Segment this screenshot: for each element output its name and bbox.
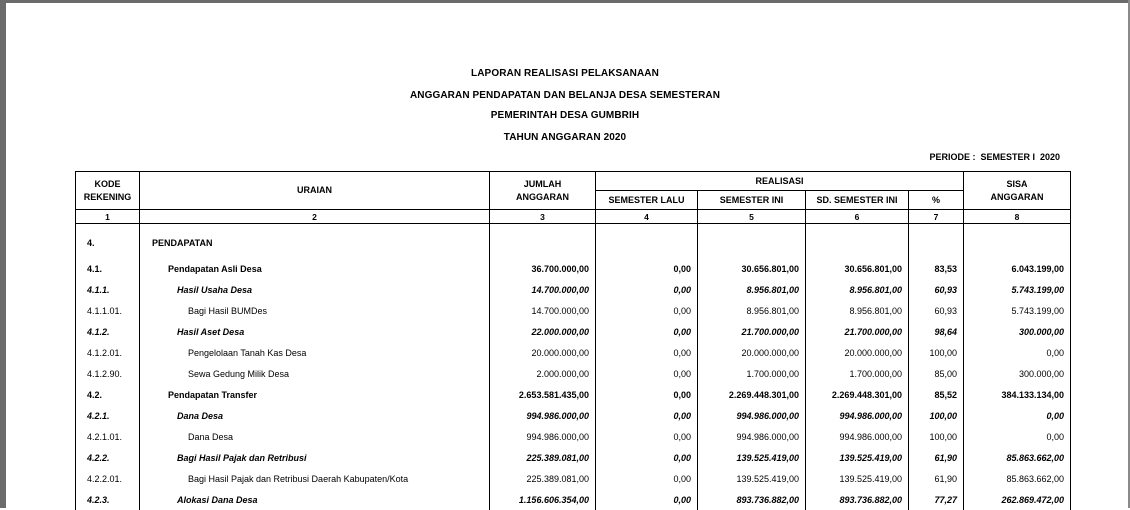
- cell-jumlah-anggaran: [490, 224, 596, 259]
- cell-sd-semester-ini: 1.700.000,00: [806, 363, 909, 384]
- column-number: 6: [806, 210, 909, 224]
- cell-kode: 4.2.1.: [76, 405, 140, 426]
- cell-sisa-anggaran: 0,00: [964, 405, 1071, 426]
- cell-jumlah-anggaran: 36.700.000,00: [490, 258, 596, 279]
- cell-uraian: Sewa Gedung Milik Desa: [140, 363, 490, 384]
- cell-sisa-anggaran: 5.743.199,00: [964, 300, 1071, 321]
- cell-jumlah-anggaran: 20.000.000,00: [490, 342, 596, 363]
- cell-semester-ini: 2.269.448.301,00: [698, 384, 806, 405]
- cell-semester-lalu: 0,00: [596, 468, 698, 489]
- table-row: [76, 426, 1071, 447]
- cell-semester-lalu: 0,00: [596, 426, 698, 447]
- cell-uraian: Hasil Aset Desa: [140, 321, 490, 342]
- cell-percent: 100,00: [909, 426, 964, 447]
- header-semester-ini: SEMESTER INI: [698, 191, 806, 210]
- header-sd-semester-ini: SD. SEMESTER INI: [806, 191, 909, 210]
- cell-semester-ini: 994.986.000,00: [698, 405, 806, 426]
- cell-sisa-anggaran: 85.863.662,00: [964, 468, 1071, 489]
- cell-uraian: Dana Desa: [140, 405, 490, 426]
- header-semester-lalu: SEMESTER LALU: [596, 191, 698, 210]
- cell-kode: 4.1.2.90.: [76, 363, 140, 384]
- cell-jumlah-anggaran: 225.389.081,00: [490, 447, 596, 468]
- cell-sisa-anggaran: [964, 224, 1071, 259]
- table-row: [76, 363, 1071, 384]
- table-row: [76, 405, 1071, 426]
- header-uraian: URAIAN: [140, 172, 490, 210]
- cell-kode: 4.1.: [76, 258, 140, 279]
- cell-percent: 61,90: [909, 447, 964, 468]
- table-row: [76, 468, 1071, 489]
- column-number: 7: [909, 210, 964, 224]
- cell-semester-ini: 139.525.419,00: [698, 447, 806, 468]
- cell-sisa-anggaran: 0,00: [964, 426, 1071, 447]
- table-row: [76, 258, 1071, 279]
- cell-semester-ini: 1.700.000,00: [698, 363, 806, 384]
- cell-uraian: Bagi Hasil Pajak dan Retribusi: [140, 447, 490, 468]
- cell-kode: 4.1.2.: [76, 321, 140, 342]
- cell-jumlah-anggaran: 994.986.000,00: [490, 426, 596, 447]
- header-kode-rekening: KODE REKENING: [76, 172, 140, 210]
- cell-semester-lalu: 0,00: [596, 363, 698, 384]
- cell-semester-ini: 8.956.801,00: [698, 279, 806, 300]
- cell-jumlah-anggaran: 14.700.000,00: [490, 279, 596, 300]
- cell-semester-lalu: 0,00: [596, 447, 698, 468]
- cell-sd-semester-ini: 2.269.448.301,00: [806, 384, 909, 405]
- cell-percent: 100,00: [909, 342, 964, 363]
- column-number: 2: [140, 210, 490, 224]
- cell-percent: 60,93: [909, 300, 964, 321]
- cell-uraian: Dana Desa: [140, 426, 490, 447]
- cell-jumlah-anggaran: 2.000.000,00: [490, 363, 596, 384]
- table-row: [76, 300, 1071, 321]
- cell-semester-ini: 30.656.801,00: [698, 258, 806, 279]
- cell-sd-semester-ini: 8.956.801,00: [806, 279, 909, 300]
- cell-percent: 60,93: [909, 279, 964, 300]
- cell-jumlah-anggaran: 1.156.606.354,00: [490, 489, 596, 510]
- cell-sd-semester-ini: 21.700.000,00: [806, 321, 909, 342]
- column-number: 5: [698, 210, 806, 224]
- table-row: [76, 321, 1071, 342]
- cell-sd-semester-ini: 8.956.801,00: [806, 300, 909, 321]
- cell-percent: 98,64: [909, 321, 964, 342]
- cell-semester-lalu: 0,00: [596, 384, 698, 405]
- cell-uraian: PENDAPATAN: [140, 224, 490, 259]
- cell-sisa-anggaran: 0,00: [964, 342, 1071, 363]
- column-number-row: [76, 210, 1071, 224]
- column-number: 3: [490, 210, 596, 224]
- table-row: [76, 384, 1071, 405]
- cell-sd-semester-ini: 139.525.419,00: [806, 468, 909, 489]
- realization-table: [75, 171, 1071, 510]
- cell-uraian: Bagi Hasil Pajak dan Retribusi Daerah Kabupaten/Kota: [140, 468, 490, 489]
- column-number: 4: [596, 210, 698, 224]
- column-number: 8: [964, 210, 1071, 224]
- cell-semester-lalu: 0,00: [596, 342, 698, 363]
- header-percent: %: [909, 191, 964, 210]
- cell-uraian: Pengelolaan Tanah Kas Desa: [140, 342, 490, 363]
- cell-semester-lalu: 0,00: [596, 489, 698, 510]
- window-top-border: [0, 0, 1130, 3]
- cell-uraian: Pendapatan Transfer: [140, 384, 490, 405]
- cell-semester-lalu: 0,00: [596, 258, 698, 279]
- cell-sisa-anggaran: 6.043.199,00: [964, 258, 1071, 279]
- cell-sd-semester-ini: 30.656.801,00: [806, 258, 909, 279]
- cell-semester-lalu: 0,00: [596, 300, 698, 321]
- cell-semester-ini: 8.956.801,00: [698, 300, 806, 321]
- cell-kode: 4.2.2.: [76, 447, 140, 468]
- cell-uraian: Bagi Hasil BUMDes: [140, 300, 490, 321]
- header-realisasi: REALISASI: [596, 172, 964, 191]
- table-row: [76, 447, 1071, 468]
- report-fiscal-year: TAHUN ANGGARAN 2020: [503, 132, 627, 143]
- cell-kode: 4.2.: [76, 384, 140, 405]
- table-row: [76, 342, 1071, 363]
- cell-sisa-anggaran: 384.133.134,00: [964, 384, 1071, 405]
- cell-percent: 77,27: [909, 489, 964, 510]
- cell-sd-semester-ini: 893.736.882,00: [806, 489, 909, 510]
- cell-sisa-anggaran: 300.000,00: [964, 363, 1071, 384]
- table-row: [76, 224, 1071, 259]
- cell-kode: 4.1.1.: [76, 279, 140, 300]
- cell-kode: 4.1.2.01.: [76, 342, 140, 363]
- cell-semester-ini: 139.525.419,00: [698, 468, 806, 489]
- header-sisa-anggaran: SISA ANGGARAN: [964, 172, 1071, 210]
- cell-sd-semester-ini: 994.986.000,00: [806, 426, 909, 447]
- cell-semester-ini: 893.736.882,00: [698, 489, 806, 510]
- cell-sisa-anggaran: 85.863.662,00: [964, 447, 1071, 468]
- cell-uraian: Alokasi Dana Desa: [140, 489, 490, 510]
- cell-semester-ini: 21.700.000,00: [698, 321, 806, 342]
- cell-kode: 4.2.3.: [76, 489, 140, 510]
- report-subtitle: ANGGARAN PENDAPATAN DAN BELANJA DESA SEMESTERAN: [409, 90, 721, 101]
- cell-percent: 85,00: [909, 363, 964, 384]
- cell-percent: 61,90: [909, 468, 964, 489]
- cell-jumlah-anggaran: 14.700.000,00: [490, 300, 596, 321]
- cell-sd-semester-ini: 20.000.000,00: [806, 342, 909, 363]
- table-row: [76, 279, 1071, 300]
- cell-sisa-anggaran: 5.743.199,00: [964, 279, 1071, 300]
- cell-semester-lalu: 0,00: [596, 279, 698, 300]
- cell-kode: 4.: [76, 224, 140, 259]
- cell-semester-lalu: 0,00: [596, 405, 698, 426]
- cell-sd-semester-ini: 994.986.000,00: [806, 405, 909, 426]
- cell-kode: 4.2.2.01.: [76, 468, 140, 489]
- cell-jumlah-anggaran: 22.000.000,00: [490, 321, 596, 342]
- cell-uraian: Pendapatan Asli Desa: [140, 258, 490, 279]
- cell-semester-ini: [698, 224, 806, 259]
- report-period: PERIODE : SEMESTER I 2020: [929, 152, 1060, 162]
- cell-sisa-anggaran: 262.869.472,00: [964, 489, 1071, 510]
- cell-percent: 100,00: [909, 405, 964, 426]
- cell-percent: 85,52: [909, 384, 964, 405]
- cell-jumlah-anggaran: 225.389.081,00: [490, 468, 596, 489]
- cell-jumlah-anggaran: 2.653.581.435,00: [490, 384, 596, 405]
- cell-semester-ini: 20.000.000,00: [698, 342, 806, 363]
- cell-sisa-anggaran: 300.000,00: [964, 321, 1071, 342]
- cell-kode: 4.2.1.01.: [76, 426, 140, 447]
- table-row: [76, 489, 1071, 510]
- report-title: LAPORAN REALISASI PELAKSANAAN: [471, 68, 659, 79]
- cell-sd-semester-ini: [806, 224, 909, 259]
- cell-semester-lalu: 0,00: [596, 321, 698, 342]
- header-jumlah-anggaran: JUMLAH ANGGARAN: [490, 172, 596, 210]
- report-government: PEMERINTAH DESA GUMBRIH: [490, 110, 640, 121]
- cell-uraian: Hasil Usaha Desa: [140, 279, 490, 300]
- cell-sd-semester-ini: 139.525.419,00: [806, 447, 909, 468]
- cell-kode: 4.1.1.01.: [76, 300, 140, 321]
- column-number: 1: [76, 210, 140, 224]
- cell-semester-ini: 994.986.000,00: [698, 426, 806, 447]
- cell-semester-lalu: [596, 224, 698, 259]
- cell-jumlah-anggaran: 994.986.000,00: [490, 405, 596, 426]
- cell-percent: 83,53: [909, 258, 964, 279]
- cell-percent: [909, 224, 964, 259]
